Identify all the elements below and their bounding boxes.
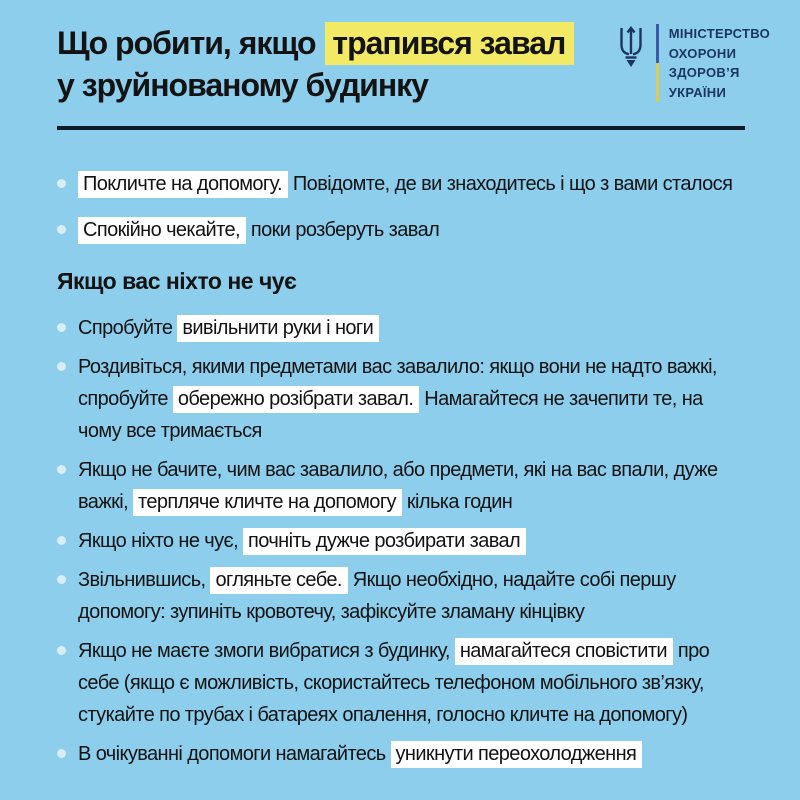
- plain-text: Спробуйте: [78, 317, 178, 339]
- plain-text: В очікуванні допомоги намагайтесь: [78, 743, 391, 765]
- instruction-item: [57, 564, 745, 628]
- instruction-item: [57, 635, 745, 731]
- plain-text: про: [672, 640, 710, 662]
- instruction-item: [57, 351, 745, 447]
- header: [57, 22, 770, 106]
- bullet-dot-icon: [57, 465, 66, 474]
- text-line: [78, 351, 745, 383]
- bullet-dot-icon: [57, 225, 66, 234]
- plain-text: поки розберуть завал: [245, 219, 440, 241]
- text-line: [78, 525, 745, 557]
- page-title: [57, 22, 657, 106]
- highlighted-text: трапився завал: [325, 22, 574, 65]
- instruction-item: [57, 312, 745, 344]
- bullet-dot-icon: [57, 362, 66, 371]
- bullet-dot-icon: [57, 646, 66, 655]
- highlighted-text: вивільнити руки і ноги: [177, 315, 379, 342]
- highlighted-text: уникнути переохолодження: [391, 741, 643, 768]
- instructions-list-primary: [57, 168, 745, 246]
- plain-text: Повідомте, де ви знаходитесь і що з вами сталося: [287, 173, 733, 195]
- plain-text: спробуйте: [78, 388, 173, 410]
- instruction-item: [57, 738, 745, 770]
- text-line: [78, 699, 745, 731]
- ministry-name: [669, 24, 770, 102]
- text-line: [78, 168, 745, 200]
- ministry-name-line: МІНІСТЕРСТВО: [668, 26, 770, 41]
- instruction-item: [57, 525, 745, 557]
- highlighted-text: обережно розібрати завал.: [173, 386, 419, 413]
- highlighted-text: намагайтеся сповістити: [455, 638, 673, 665]
- plain-text: кілька годин: [401, 491, 513, 513]
- bullet-dot-icon: [57, 749, 66, 758]
- bullet-dot-icon: [57, 179, 66, 188]
- instructions-list-secondary: [57, 312, 745, 770]
- text-line: [78, 454, 745, 486]
- text-line: [78, 383, 745, 415]
- plain-text: Якщо не бачите, чим вас завалило, або предмети, які на вас впали, дуже: [78, 459, 718, 481]
- plain-text: стукайте по трубах і батареях опалення, голосно кличте на допомогу): [78, 704, 688, 726]
- text-line: [57, 64, 657, 106]
- plain-text: себе (якщо є можливість, скористайтесь телефоном мобільного зв’язку,: [78, 672, 704, 694]
- divider-rule: [57, 126, 745, 130]
- ministry-name-line: ЗДОРОВ’Я: [668, 65, 740, 80]
- plain-text: важкі,: [78, 491, 134, 513]
- text-line: [78, 596, 745, 628]
- highlighted-text: огляньте себе.: [210, 567, 347, 594]
- instruction-item: [57, 454, 745, 518]
- text-line: [57, 22, 657, 64]
- plain-text: Якщо ніхто не чує,: [78, 530, 244, 552]
- ministry-name-line: УКРАЇНИ: [668, 84, 727, 100]
- highlighted-text: Спокійно чекайте,: [78, 217, 246, 244]
- plain-text: у зруйнованому будинку: [57, 67, 428, 103]
- text-line: [78, 738, 745, 770]
- plain-text: Що робити, якщо: [57, 25, 324, 61]
- instruction-item: [57, 214, 745, 246]
- plain-text: допомогу: зупиніть кровотечу, зафіксуйте зламану кінцівку: [78, 601, 585, 623]
- text-line: [78, 415, 745, 447]
- bullet-dot-icon: [57, 575, 66, 584]
- flag-accent-bar: [656, 24, 659, 102]
- instruction-item: [57, 168, 745, 200]
- highlighted-text: почніть дужче розбирати завал: [243, 528, 526, 555]
- highlighted-text: Покличте на допомогу.: [78, 171, 288, 198]
- text-line: [78, 635, 745, 667]
- text-line: [78, 564, 745, 596]
- moh-logo: [616, 24, 770, 102]
- plain-text: Намагайтеся не зачепити те, на: [419, 388, 703, 410]
- ukraine-trident-icon: [616, 26, 646, 68]
- text-line: [78, 486, 745, 518]
- plain-text: Роздивіться, якими предметами вас завалило: якщо вони не надто важкі,: [78, 356, 717, 378]
- flag-bar-blue: [656, 24, 659, 63]
- text-line: [78, 214, 745, 246]
- text-line: [78, 312, 745, 344]
- bullet-dot-icon: [57, 323, 66, 332]
- text-line: [78, 667, 745, 699]
- flag-bar-yellow: [656, 63, 659, 102]
- bullet-dot-icon: [57, 536, 66, 545]
- plain-text: Звільнившись,: [78, 569, 211, 591]
- plain-text: Якщо необхідно, надайте собі першу: [347, 569, 676, 591]
- plain-text: чому все тримається: [78, 420, 262, 442]
- plain-text: Якщо не маєте змоги вибратися з будинку,: [78, 640, 455, 662]
- highlighted-text: терпляче кличте на допомогу: [133, 489, 402, 516]
- section-heading: Якщо вас ніхто не чує: [57, 268, 297, 294]
- ministry-name-line: ОХОРОНИ: [668, 45, 737, 61]
